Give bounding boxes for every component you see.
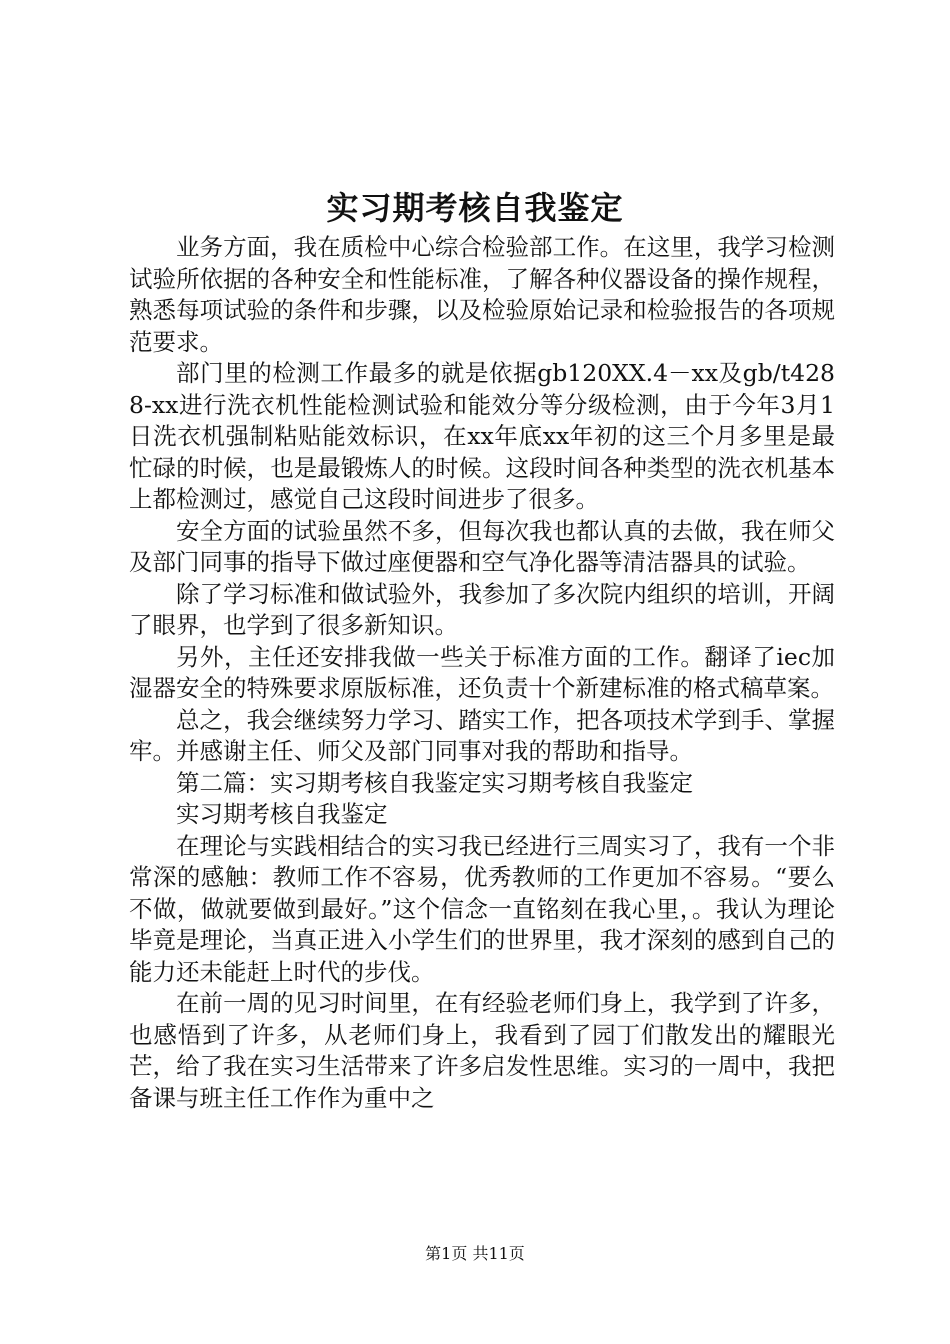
section-subheading: 实习期考核自我鉴定 [176, 800, 388, 828]
paragraph: 安全方面的试验虽然不多，但每次我也都认真的去做，我在师父及部门同事的指导下做过座便器和空气净化器等清洁器具的试验。 [129, 516, 835, 576]
section-heading: 第二篇：实习期考核自我鉴定实习期考核自我鉴定 [176, 768, 693, 797]
paragraph: 另外，主任还安排我做一些关于标准方面的工作。翻译了iec加湿器安全的特殊要求原版标准，还负责十个新建标准的格式稿草案。 [129, 642, 835, 702]
paragraph: 总之，我会继续努力学习、踏实工作，把各项技术学到手、掌握牢。并感谢主任、师父及部门同事对我的帮助和指导。 [129, 705, 835, 765]
document-title: 实习期考核自我鉴定 [326, 189, 624, 227]
paragraph: 部门里的检测工作最多的就是依据gb120XX.4－xx及gb/t4288-xx进行洗衣机性能检测试验和能效分等分级检测，由于今年3月1日洗衣机强制粘贴能效标识，在xx年底xx年初的这三个月多里是最忙碌的时候，也是最锻炼人的时候。这段时间各种类型的洗衣机基本上都检测过，感觉自己这段时间进步了很多。 [129, 359, 835, 513]
page-footer: 第1页 共11页 [425, 1244, 525, 1263]
paragraph: 在理论与实践相结合的实习我已经进行三周实习了，我有一个非常深的感触：教师工作不容易，优秀教师的工作更加不容易。“要么不做，做就要做到最好。”这个信念一直铭刻在我心里，。我认为理论毕竟是理论，当真正进入小学生们的世界里，我才深刻的感到自己的能力还未能赶上时代的步伐。 [129, 831, 835, 986]
paragraph: 除了学习标准和做试验外，我参加了多次院内组织的培训，开阔了眼界，也学到了很多新知识。 [129, 579, 835, 639]
document-body [129, 232, 835, 1114]
paragraph: 业务方面，我在质检中心综合检验部工作。在这里，我学习检测试验所依据的各种安全和性能标准，了解各种仪器设备的操作规程，熟悉每项试验的条件和步骤，以及检验原始记录和检验报告的各项规范要求。 [129, 233, 835, 356]
paragraph: 在前一周的见习时间里，在有经验老师们身上，我学到了许多，也感悟到了许多，从老师们身上，我看到了园丁们散发出的耀眼光芒，给了我在实习生活带来了许多启发性思维。实习的一周中，我把备课与班主任工作作为重中之 [129, 989, 835, 1112]
